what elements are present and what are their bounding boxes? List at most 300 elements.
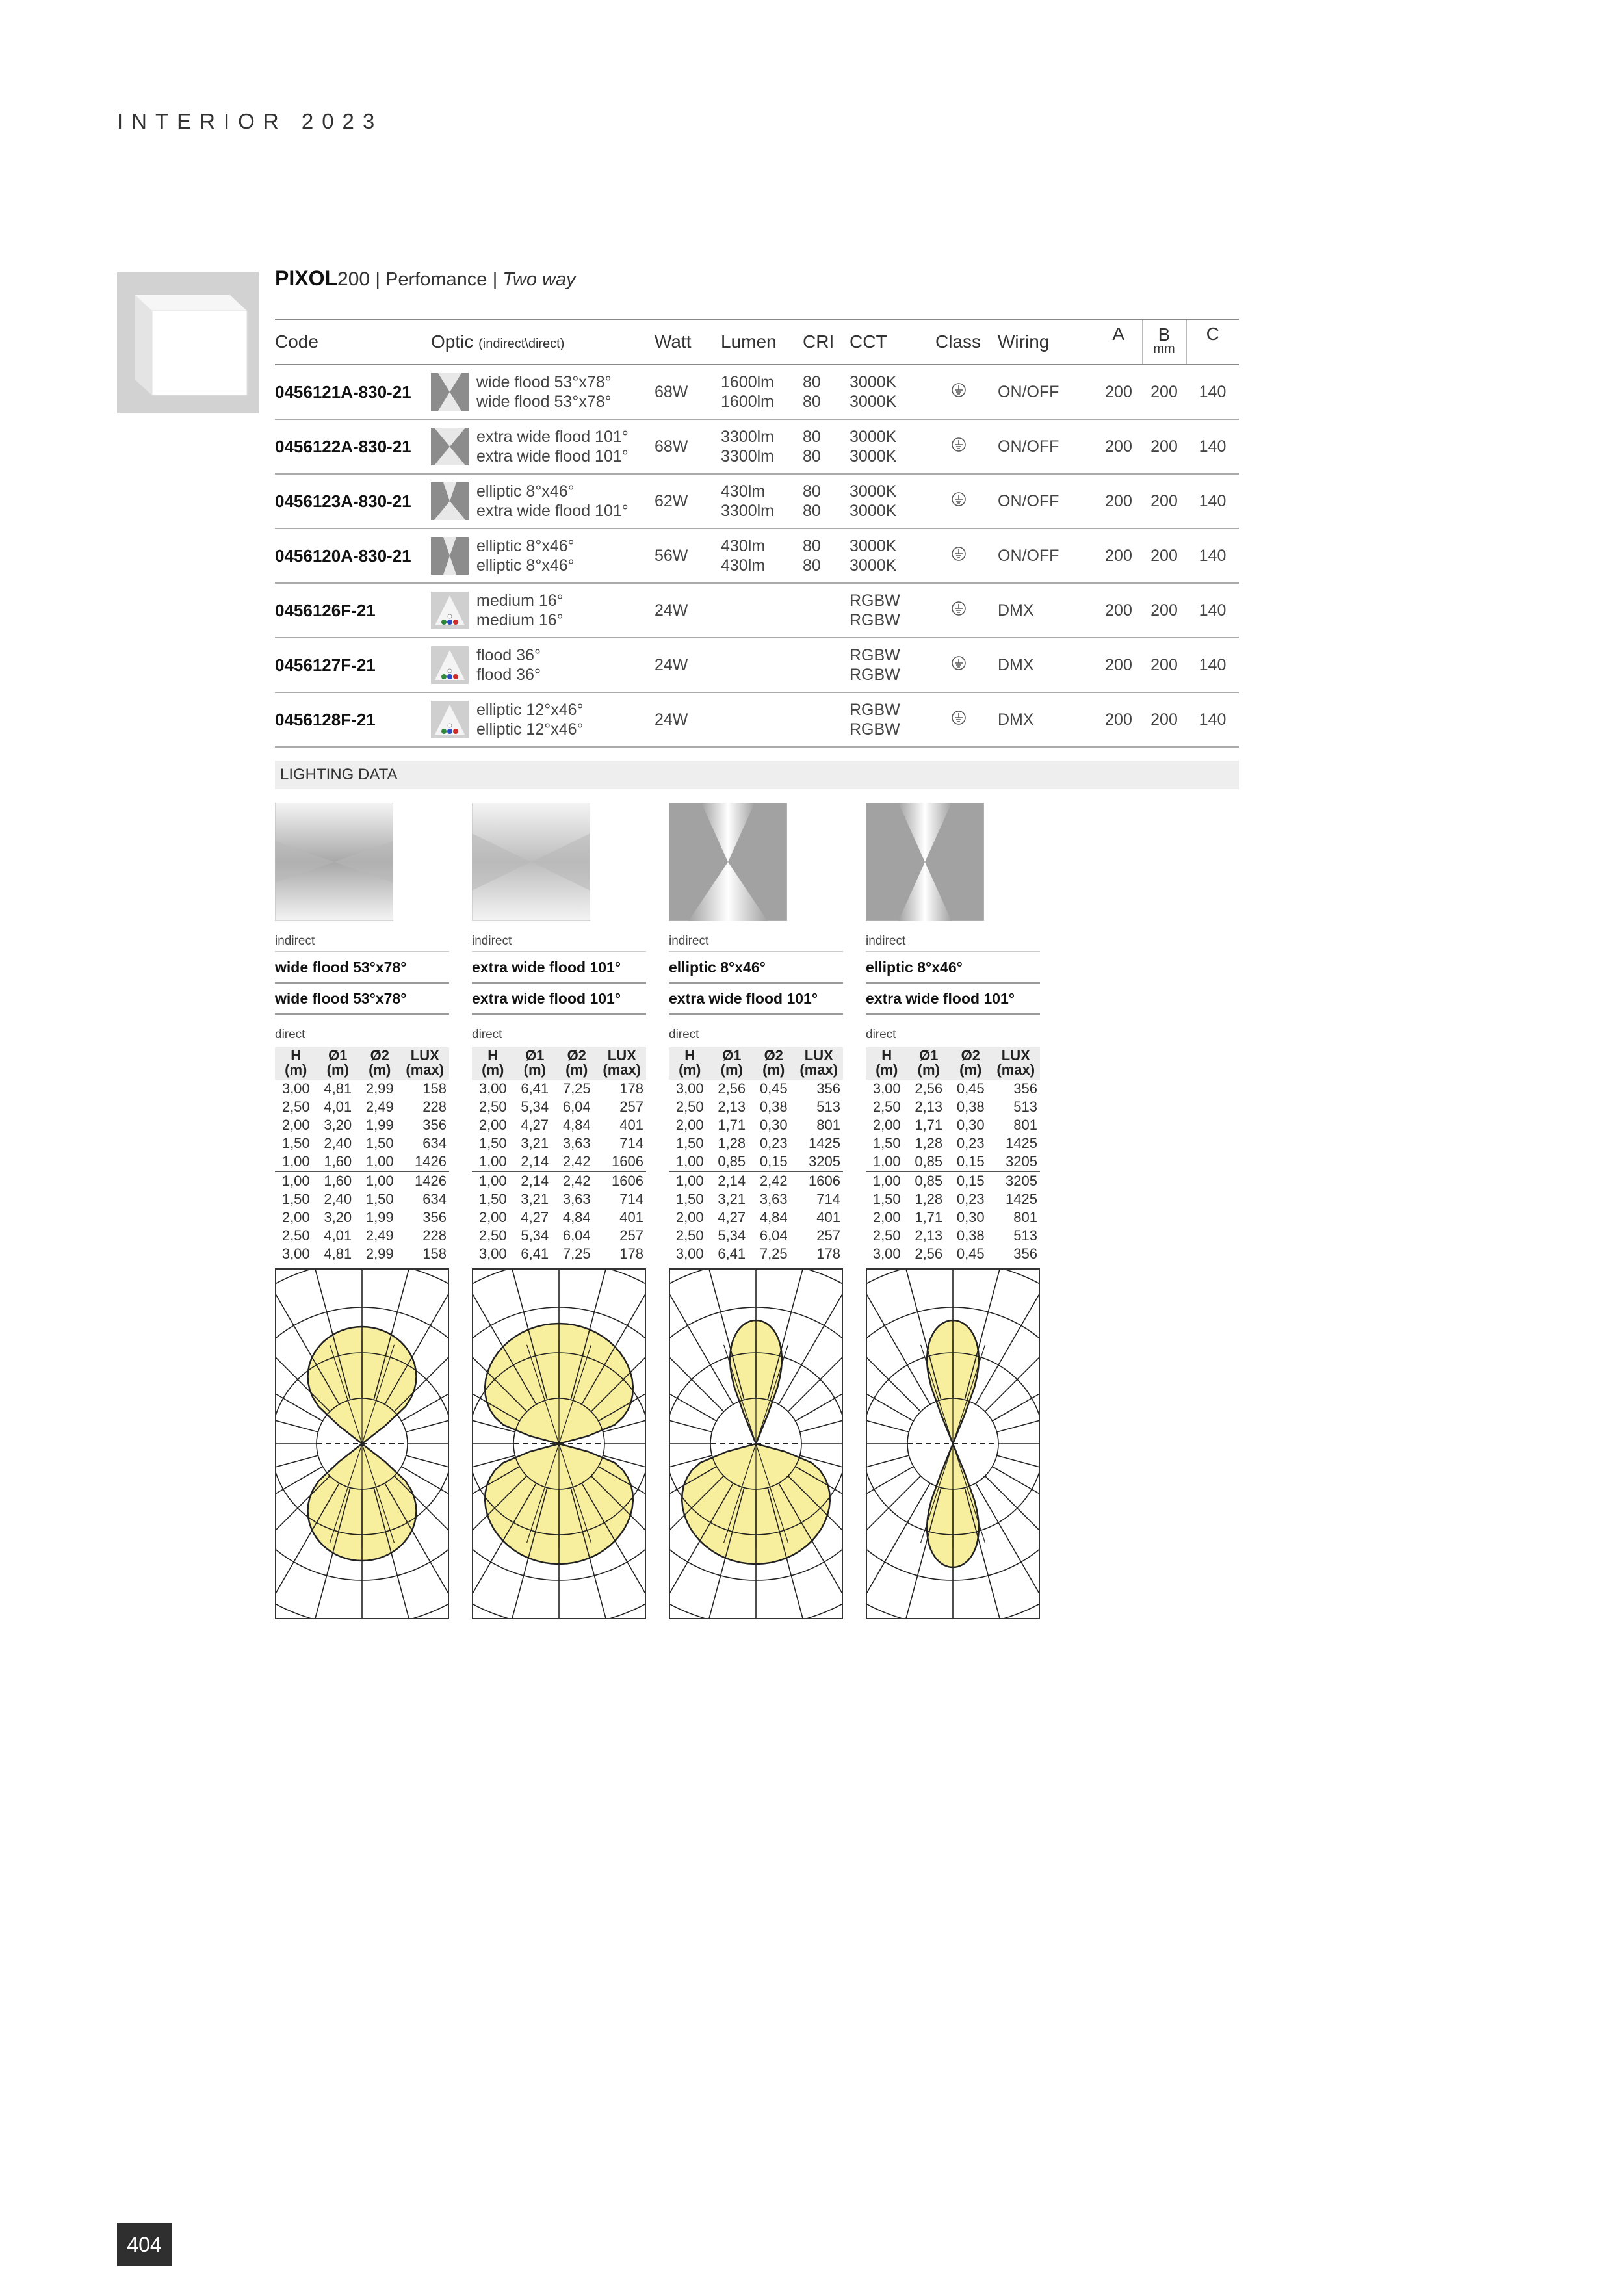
dim-b: 200 bbox=[1142, 419, 1186, 474]
product-code: 0456122A-830-21 bbox=[275, 419, 431, 474]
lux-header-name: Ø2 bbox=[961, 1047, 980, 1063]
dim-c: 140 bbox=[1186, 365, 1239, 419]
spec-row bbox=[275, 638, 1239, 692]
lumen-indirect: 3300lm bbox=[721, 428, 774, 446]
lux-cell: 0,85 bbox=[915, 1173, 943, 1189]
lighting-column bbox=[472, 803, 646, 1619]
lux-cell: 1,71 bbox=[915, 1117, 943, 1133]
dim-b: 200 bbox=[1142, 474, 1186, 528]
lux-cell: 178 bbox=[816, 1246, 840, 1262]
cct-direct: RGBW bbox=[850, 611, 900, 629]
indirect-label: indirect bbox=[275, 932, 449, 952]
lux-row bbox=[669, 1190, 843, 1208]
lux-cell: 228 bbox=[422, 1099, 447, 1115]
lux-cell: 3,63 bbox=[562, 1135, 591, 1151]
optic-text bbox=[476, 372, 612, 411]
dim-b: 200 bbox=[1142, 638, 1186, 692]
optic-direct: flood 36° bbox=[476, 666, 541, 684]
lux-row bbox=[669, 1134, 843, 1153]
optic-indirect: elliptic 8°x46° bbox=[476, 482, 575, 501]
spec-row bbox=[275, 474, 1239, 528]
lux-cell: 2,56 bbox=[915, 1080, 943, 1097]
indirect-label: indirect bbox=[866, 932, 1040, 952]
lux-header-name: Ø2 bbox=[567, 1047, 586, 1063]
lux-cell: 1606 bbox=[598, 1153, 647, 1171]
lux-header-unit: (m) bbox=[679, 1062, 701, 1078]
product-name: PIXOL bbox=[275, 267, 338, 290]
lux-cell: 4,01 bbox=[324, 1099, 352, 1115]
lux-cell: 801 bbox=[816, 1117, 840, 1133]
lux-cell: 2,13 bbox=[718, 1099, 746, 1115]
optic-direct: wide flood 53°x78° bbox=[476, 393, 612, 411]
lux-row bbox=[866, 1080, 1040, 1098]
lux-cell: 3,63 bbox=[562, 1191, 591, 1207]
lux-cell: 6,41 bbox=[718, 1246, 746, 1262]
col-optic bbox=[431, 319, 655, 365]
optic-indirect: extra wide flood 101° bbox=[476, 428, 629, 446]
lux-cell: 714 bbox=[619, 1135, 643, 1151]
lux-header bbox=[598, 1047, 647, 1080]
lumen-indirect: 430lm bbox=[721, 482, 766, 501]
cri-indirect: 80 bbox=[803, 428, 821, 446]
wiring: ON/OFF bbox=[998, 419, 1095, 474]
lux-row bbox=[866, 1227, 1040, 1245]
lux-cell: 2,00 bbox=[675, 1117, 704, 1133]
protection-class-icon bbox=[951, 546, 967, 562]
lux-cell: 4,84 bbox=[562, 1117, 591, 1133]
lux-cell: 2,50 bbox=[675, 1227, 704, 1244]
spec-header-row bbox=[275, 319, 1239, 365]
title-separator: | bbox=[492, 269, 503, 290]
lux-cell: 2,14 bbox=[718, 1173, 746, 1189]
lux-header bbox=[317, 1047, 359, 1080]
lux-header bbox=[275, 1047, 317, 1080]
cri-cell bbox=[803, 474, 850, 528]
indirect-optic-name: elliptic 8°x46° bbox=[866, 952, 1040, 984]
wiring: DMX bbox=[998, 638, 1095, 692]
lux-cell: 7,25 bbox=[562, 1246, 591, 1262]
dim-b: 200 bbox=[1142, 583, 1186, 638]
lux-row bbox=[866, 1098, 1040, 1116]
optic-direct: extra wide flood 101° bbox=[476, 447, 629, 465]
lux-header-name: H bbox=[684, 1047, 695, 1063]
cct-indirect: RGBW bbox=[850, 646, 900, 664]
indirect-optic-name: wide flood 53°x78° bbox=[275, 952, 449, 984]
polar-diagram bbox=[472, 1268, 646, 1619]
product-code: 0456123A-830-21 bbox=[275, 474, 431, 528]
lux-cell: 228 bbox=[422, 1227, 447, 1244]
polar-diagram bbox=[669, 1268, 843, 1619]
lux-cell: 1,28 bbox=[915, 1135, 943, 1151]
lux-header-unit: (m) bbox=[917, 1062, 940, 1078]
lux-cell: 5,34 bbox=[718, 1227, 746, 1244]
lux-cell: 801 bbox=[1013, 1209, 1037, 1225]
class-cell bbox=[935, 692, 998, 747]
cct-indirect: 3000K bbox=[850, 482, 897, 501]
lux-cell: 1,71 bbox=[718, 1117, 746, 1133]
lux-cell: 2,56 bbox=[718, 1080, 746, 1097]
lux-header-row bbox=[669, 1047, 843, 1080]
lumen-direct: 3300lm bbox=[721, 502, 774, 520]
dim-c: 140 bbox=[1186, 583, 1239, 638]
beam-pattern-image bbox=[472, 803, 590, 921]
cct-cell bbox=[850, 365, 935, 419]
lux-cell: 0,15 bbox=[753, 1153, 795, 1171]
cct-cell bbox=[850, 638, 935, 692]
lux-row bbox=[275, 1098, 449, 1116]
lumen-direct: 1600lm bbox=[721, 393, 774, 411]
dim-a: 200 bbox=[1095, 419, 1142, 474]
lux-cell: 634 bbox=[422, 1135, 447, 1151]
wiring: ON/OFF bbox=[998, 528, 1095, 583]
elliptic-flood-optic-icon bbox=[431, 482, 469, 520]
product-category: Perfomance bbox=[385, 269, 487, 290]
lux-cell: 401 bbox=[816, 1209, 840, 1225]
lux-cell: 0,38 bbox=[759, 1099, 788, 1115]
lux-cell: 1,00 bbox=[478, 1173, 507, 1189]
dim-c: 140 bbox=[1186, 528, 1239, 583]
beam-pattern-image bbox=[669, 803, 787, 921]
lux-row bbox=[866, 1116, 1040, 1134]
optic-direct: elliptic 12°x46° bbox=[476, 720, 584, 738]
lux-cell: 0,85 bbox=[711, 1153, 753, 1171]
class-cell bbox=[935, 528, 998, 583]
spec-row bbox=[275, 583, 1239, 638]
dim-a: 200 bbox=[1095, 638, 1142, 692]
lux-header-name: H bbox=[487, 1047, 499, 1063]
spec-row bbox=[275, 365, 1239, 419]
lux-row bbox=[472, 1171, 646, 1190]
lux-cell: 5,34 bbox=[521, 1227, 549, 1244]
lux-cell: 3,20 bbox=[324, 1209, 352, 1225]
lux-row bbox=[669, 1245, 843, 1263]
lux-cell: 356 bbox=[816, 1080, 840, 1097]
lux-cell: 1,50 bbox=[675, 1135, 704, 1151]
lux-cell: 1,50 bbox=[478, 1135, 507, 1151]
lux-cell: 0,38 bbox=[956, 1227, 985, 1244]
lux-header-unit: (m) bbox=[523, 1062, 546, 1078]
lux-cell: 0,45 bbox=[956, 1246, 985, 1262]
lux-cell: 1,00 bbox=[359, 1153, 401, 1171]
lux-row bbox=[472, 1080, 646, 1098]
lux-cell: 2,13 bbox=[915, 1227, 943, 1244]
optic-cell bbox=[431, 365, 655, 419]
lux-cell: 3205 bbox=[795, 1153, 844, 1171]
lux-header bbox=[711, 1047, 753, 1080]
lux-header-unit: (m) bbox=[762, 1062, 785, 1078]
lux-cell: 513 bbox=[1013, 1099, 1037, 1115]
lux-cell: 2,50 bbox=[872, 1227, 901, 1244]
dim-c: 140 bbox=[1186, 474, 1239, 528]
lux-cell: 356 bbox=[422, 1117, 447, 1133]
cri-cell bbox=[803, 528, 850, 583]
cct-cell bbox=[850, 583, 935, 638]
optic-cell bbox=[431, 638, 655, 692]
lux-cell: 3,00 bbox=[872, 1080, 901, 1097]
lux-cell: 6,04 bbox=[759, 1227, 788, 1244]
dim-b: 200 bbox=[1142, 365, 1186, 419]
optic-indirect: medium 16° bbox=[476, 592, 564, 610]
product-size: 200 bbox=[337, 268, 370, 290]
lux-cell: 6,04 bbox=[562, 1227, 591, 1244]
wiring: ON/OFF bbox=[998, 474, 1095, 528]
lux-cell: 3,00 bbox=[281, 1246, 310, 1262]
lux-cell: 0,15 bbox=[950, 1153, 992, 1171]
lux-cell: 1,60 bbox=[324, 1173, 352, 1189]
lux-cell: 1,50 bbox=[872, 1191, 901, 1207]
lux-cell: 2,50 bbox=[872, 1099, 901, 1115]
spec-row bbox=[275, 528, 1239, 583]
cct-cell bbox=[850, 528, 935, 583]
col-optic-label: Optic bbox=[431, 332, 474, 352]
lux-cell: 2,14 bbox=[514, 1153, 556, 1171]
lux-row bbox=[866, 1245, 1040, 1263]
cct-indirect: 3000K bbox=[850, 537, 897, 555]
dim-a: 200 bbox=[1095, 692, 1142, 747]
lux-cell: 3,63 bbox=[759, 1191, 788, 1207]
spec-row bbox=[275, 419, 1239, 474]
title-separator: | bbox=[375, 269, 386, 290]
lux-cell: 2,13 bbox=[915, 1099, 943, 1115]
lux-cell: 6,41 bbox=[521, 1246, 549, 1262]
lux-header-name: LUX bbox=[804, 1047, 833, 1063]
product-cube-image bbox=[117, 272, 259, 413]
col-optic-note: (indirect\direct) bbox=[478, 337, 565, 351]
product-code: 0456121A-830-21 bbox=[275, 365, 431, 419]
protection-class-icon bbox=[951, 601, 967, 616]
lumen-cell bbox=[721, 365, 803, 419]
optic-text bbox=[476, 482, 629, 521]
lux-header-unit: (m) bbox=[369, 1062, 391, 1078]
lux-cell: 1,50 bbox=[675, 1191, 704, 1207]
lux-row bbox=[275, 1245, 449, 1263]
lux-header-row bbox=[472, 1047, 646, 1080]
lux-cell: 5,34 bbox=[521, 1099, 549, 1115]
watt: 68W bbox=[655, 365, 721, 419]
lux-header-name: Ø1 bbox=[919, 1047, 939, 1063]
lux-row bbox=[866, 1171, 1040, 1190]
lux-cell: 0,30 bbox=[759, 1117, 788, 1133]
lux-header bbox=[556, 1047, 598, 1080]
cri-cell bbox=[803, 583, 850, 638]
lux-cell: 257 bbox=[816, 1227, 840, 1244]
optic-indirect: flood 36° bbox=[476, 646, 541, 664]
lux-header-unit: (max) bbox=[996, 1062, 1035, 1078]
cct-direct: 3000K bbox=[850, 393, 897, 411]
lux-row bbox=[669, 1116, 843, 1134]
lux-cell: 0,45 bbox=[956, 1080, 985, 1097]
optic-direct: extra wide flood 101° bbox=[476, 502, 629, 520]
lux-header-unit: (m) bbox=[482, 1062, 504, 1078]
indirect-label: indirect bbox=[472, 932, 646, 952]
lux-header-unit: (max) bbox=[799, 1062, 838, 1078]
lux-header-name: LUX bbox=[410, 1047, 439, 1063]
lux-cell: 1,99 bbox=[365, 1209, 394, 1225]
lux-row bbox=[669, 1098, 843, 1116]
col-cct: CCT bbox=[850, 319, 935, 365]
lux-row bbox=[275, 1116, 449, 1134]
lux-cell: 3,00 bbox=[478, 1246, 507, 1262]
lux-row bbox=[472, 1227, 646, 1245]
lux-cell: 1,00 bbox=[872, 1173, 901, 1189]
lux-cell: 0,23 bbox=[956, 1135, 985, 1151]
lux-cell: 2,00 bbox=[478, 1117, 507, 1133]
lux-header-unit: (m) bbox=[565, 1062, 588, 1078]
lux-cell: 1,50 bbox=[365, 1135, 394, 1151]
catalog-header: INTERIOR 2023 bbox=[117, 109, 383, 133]
cct-cell bbox=[850, 419, 935, 474]
lux-cell: 2,00 bbox=[872, 1117, 901, 1133]
lux-header bbox=[866, 1047, 908, 1080]
lux-header bbox=[401, 1047, 450, 1080]
lux-cell: 1,99 bbox=[365, 1117, 394, 1133]
lux-cell: 0,45 bbox=[759, 1080, 788, 1097]
optic-text bbox=[476, 536, 575, 575]
cri-indirect: 80 bbox=[803, 482, 821, 501]
lux-cell: 158 bbox=[422, 1080, 447, 1097]
beam-pattern-image bbox=[866, 803, 984, 921]
cct-direct: RGBW bbox=[850, 720, 900, 738]
lux-cell: 1,28 bbox=[915, 1191, 943, 1207]
lux-cell: 3,20 bbox=[324, 1117, 352, 1133]
lux-header-name: Ø1 bbox=[525, 1047, 545, 1063]
lux-cell: 0,23 bbox=[759, 1135, 788, 1151]
lux-row bbox=[275, 1134, 449, 1153]
lux-table bbox=[275, 1047, 449, 1263]
lighting-data-title: LIGHTING DATA bbox=[275, 761, 1239, 789]
indirect-optic-name: extra wide flood 101° bbox=[472, 952, 646, 984]
direct-label: direct bbox=[866, 1028, 896, 1041]
cct-direct: 3000K bbox=[850, 447, 897, 465]
lux-cell: 2,40 bbox=[324, 1135, 352, 1151]
lux-cell: 1,28 bbox=[718, 1135, 746, 1151]
col-unit: mm bbox=[1153, 342, 1175, 356]
polar-diagram bbox=[866, 1268, 1040, 1619]
lux-row bbox=[275, 1153, 449, 1171]
lux-cell: 3205 bbox=[992, 1153, 1041, 1171]
lumen-direct: 430lm bbox=[721, 556, 766, 575]
lux-row bbox=[472, 1245, 646, 1263]
lux-row bbox=[669, 1080, 843, 1098]
lux-header bbox=[992, 1047, 1041, 1080]
lux-cell: 2,40 bbox=[324, 1191, 352, 1207]
lux-cell: 2,49 bbox=[365, 1227, 394, 1244]
lux-cell: 257 bbox=[619, 1099, 643, 1115]
lux-cell: 2,00 bbox=[281, 1209, 310, 1225]
spec-table bbox=[275, 319, 1239, 748]
lux-cell: 1425 bbox=[809, 1135, 840, 1151]
lux-cell: 1,00 bbox=[675, 1173, 704, 1189]
protection-class-icon bbox=[951, 655, 967, 671]
cct-indirect: RGBW bbox=[850, 592, 900, 610]
lux-header-name: H bbox=[291, 1047, 302, 1063]
dim-a: 200 bbox=[1095, 365, 1142, 419]
col-cri: CRI bbox=[803, 319, 850, 365]
lux-cell: 4,81 bbox=[324, 1246, 352, 1262]
lumen-cell bbox=[721, 638, 803, 692]
cct-indirect: RGBW bbox=[850, 701, 900, 719]
lux-table bbox=[669, 1047, 843, 1263]
lux-cell: 0,15 bbox=[956, 1173, 985, 1189]
lux-cell: 1,50 bbox=[365, 1191, 394, 1207]
rgbw-optic-icon bbox=[431, 701, 469, 738]
lux-header-unit: (m) bbox=[959, 1062, 982, 1078]
lux-cell: 4,27 bbox=[521, 1209, 549, 1225]
class-cell bbox=[935, 583, 998, 638]
lux-row bbox=[669, 1153, 843, 1171]
lux-cell: 6,04 bbox=[562, 1099, 591, 1115]
lux-cell: 178 bbox=[619, 1080, 643, 1097]
lighting-column bbox=[866, 803, 1040, 1619]
product-code: 0456128F-21 bbox=[275, 692, 431, 747]
lux-cell: 2,56 bbox=[915, 1246, 943, 1262]
lux-header-name: Ø2 bbox=[370, 1047, 389, 1063]
cri-cell bbox=[803, 638, 850, 692]
lux-cell: 3,00 bbox=[675, 1080, 704, 1097]
watt: 24W bbox=[655, 692, 721, 747]
lux-cell: 257 bbox=[619, 1227, 643, 1244]
product-title bbox=[275, 267, 576, 291]
watt: 24W bbox=[655, 583, 721, 638]
direct-label: direct bbox=[275, 1028, 305, 1041]
wiring: DMX bbox=[998, 692, 1095, 747]
lux-cell: 1606 bbox=[809, 1173, 840, 1189]
lux-table bbox=[472, 1047, 646, 1263]
optic-indirect: wide flood 53°x78° bbox=[476, 373, 612, 391]
product-variant: Two way bbox=[502, 269, 576, 290]
cri-direct: 80 bbox=[803, 393, 821, 411]
col-c: C bbox=[1186, 319, 1239, 365]
cri-indirect: 80 bbox=[803, 537, 821, 555]
dim-a: 200 bbox=[1095, 528, 1142, 583]
lux-cell: 2,50 bbox=[281, 1227, 310, 1244]
lux-cell: 1425 bbox=[1006, 1135, 1037, 1151]
lux-cell: 3,21 bbox=[521, 1191, 549, 1207]
lux-cell: 1,00 bbox=[472, 1153, 514, 1171]
protection-class-icon bbox=[951, 437, 967, 452]
col-wiring: Wiring bbox=[998, 319, 1095, 365]
lux-cell: 3,21 bbox=[718, 1191, 746, 1207]
lux-cell: 4,01 bbox=[324, 1227, 352, 1244]
watt: 56W bbox=[655, 528, 721, 583]
lux-row bbox=[275, 1080, 449, 1098]
lux-cell: 714 bbox=[816, 1191, 840, 1207]
lux-cell: 2,00 bbox=[872, 1209, 901, 1225]
col-lumen: Lumen bbox=[721, 319, 803, 365]
product-image bbox=[117, 272, 259, 413]
lux-header bbox=[950, 1047, 992, 1080]
lux-cell: 1,00 bbox=[669, 1153, 711, 1171]
col-code: Code bbox=[275, 319, 431, 365]
rgbw-optic-icon bbox=[431, 592, 469, 629]
cri-cell bbox=[803, 365, 850, 419]
lux-cell: 0,85 bbox=[908, 1153, 950, 1171]
lux-cell: 1,50 bbox=[478, 1191, 507, 1207]
dim-c: 140 bbox=[1186, 419, 1239, 474]
lux-cell: 1,50 bbox=[281, 1191, 310, 1207]
watt: 24W bbox=[655, 638, 721, 692]
lux-header-name: H bbox=[881, 1047, 892, 1063]
lumen-cell bbox=[721, 474, 803, 528]
lux-cell: 1426 bbox=[401, 1153, 450, 1171]
class-cell bbox=[935, 638, 998, 692]
col-a: A bbox=[1095, 319, 1142, 365]
wiring: DMX bbox=[998, 583, 1095, 638]
lux-cell: 158 bbox=[422, 1246, 447, 1262]
lux-cell: 1,71 bbox=[915, 1209, 943, 1225]
optic-cell bbox=[431, 474, 655, 528]
lux-cell: 714 bbox=[619, 1191, 643, 1207]
